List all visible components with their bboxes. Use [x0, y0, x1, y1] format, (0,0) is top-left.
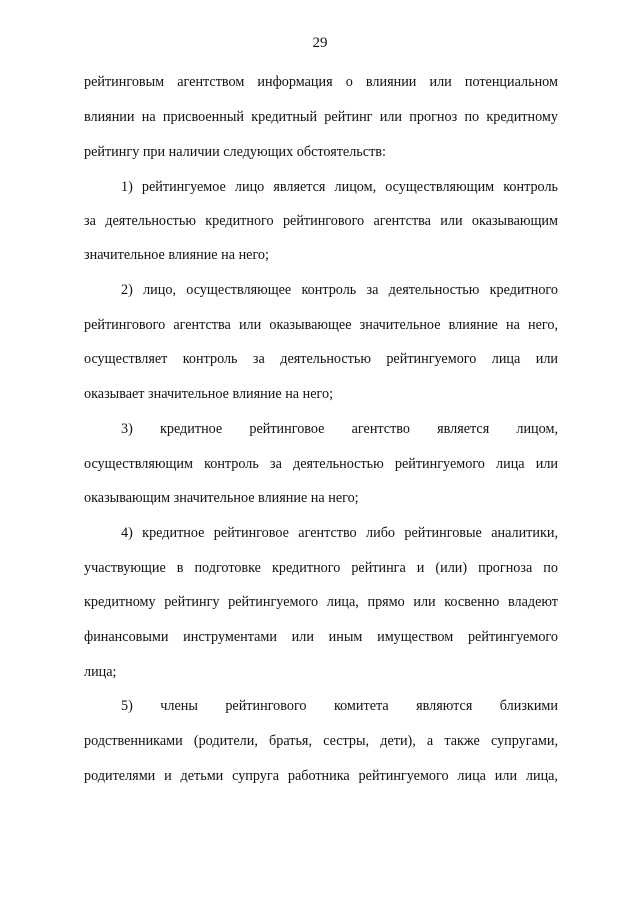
- text-line: 1) рейтингуемое лицо является лицом, осуществляющим контроль: [121, 179, 558, 195]
- text-line: оказывающим значительное влияние на него;: [84, 490, 359, 506]
- page-number: 29: [312, 35, 328, 51]
- text-line: за деятельностью кредитного рейтингового агентства или оказывающим: [84, 213, 558, 229]
- text-line: 2) лицо, осуществляющее контроль за деятельностью кредитного: [121, 282, 558, 298]
- text-line: рейтингу при наличии следующих обстоятельств:: [84, 144, 386, 160]
- text-line: значительное влияние на него;: [84, 247, 269, 263]
- text-line: 3) кредитное рейтинговое агентство является лицом,: [121, 421, 558, 437]
- text-line: оказывает значительное влияние на него;: [84, 386, 334, 402]
- text-line: рейтинговым агентством информация о влиянии или потенциальном: [84, 74, 558, 90]
- text-line: родственниками (родители, братья, сестры, дети), а также супругами,: [84, 733, 558, 749]
- text-line: родителями и детьми супруга работника рейтингуемого лица или лица,: [84, 768, 558, 784]
- text-line: 4) кредитное рейтинговое агентство либо рейтинговые аналитики,: [121, 525, 558, 541]
- text-line: осуществляет контроль за деятельностью рейтингуемого лица или: [84, 351, 558, 367]
- text-line: лица;: [84, 664, 117, 680]
- text-line: рейтингового агентства или оказывающее значительное влияние на него,: [84, 317, 558, 333]
- text-line: 5) члены рейтингового комитета являются близкими: [121, 698, 558, 714]
- text-line: осуществляющим контроль за деятельностью рейтингуемого лица или: [84, 456, 558, 472]
- text-line: участвующие в подготовке кредитного рейтинга и (или) прогноза по: [84, 560, 558, 576]
- text-line: кредитному рейтингу рейтингуемого лица, прямо или косвенно владеют: [84, 594, 558, 610]
- text-line: финансовыми инструментами или иным имуществом рейтингуемого: [84, 629, 558, 645]
- text-line: влиянии на присвоенный кредитный рейтинг или прогноз по кредитному: [84, 109, 558, 125]
